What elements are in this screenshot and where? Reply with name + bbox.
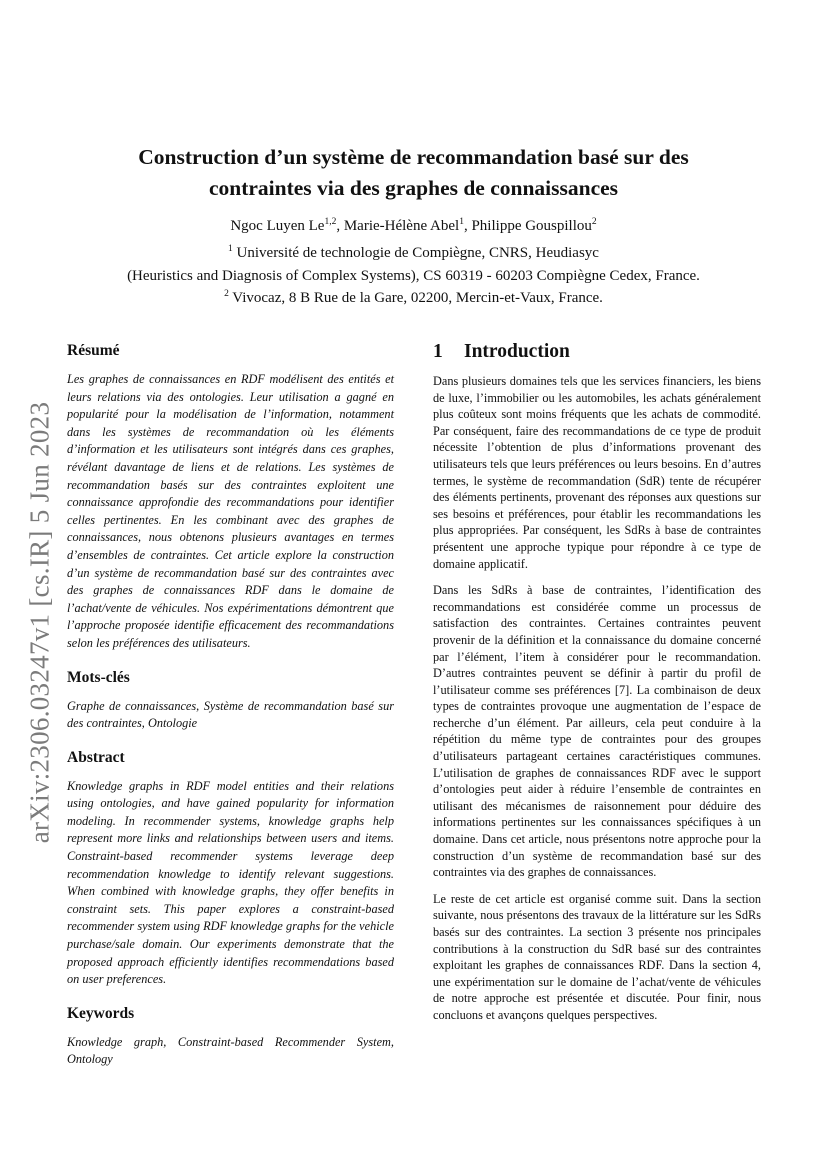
author-1-affil-mark: 1,2 bbox=[324, 217, 337, 227]
left-column bbox=[67, 335, 394, 1084]
affiliation-1-mark: 1 bbox=[228, 244, 233, 254]
affiliation-1-line-1: Université de technologie de Compiègne, CNRS, Heudiasyc bbox=[232, 245, 599, 261]
affiliation-1 bbox=[60, 242, 767, 265]
author-2-affil-mark: 1 bbox=[459, 217, 464, 227]
abstract-text: Knowledge graphs in RDF model entities and their relations using ontologies, and have gained popularity for information modeling. In recommender systems, knowledge graphs help represent more links and relationships between users and items. Constraint-based recommender systems leverage deep recommendation knowledge to identify relevant suggestions. When combined with knowledge graphs, they offer benefits in constraint sets. This paper explores a constraint-based recommender system using RDF knowledge graphs for the vehicle purchase/sale domain. Our experiments demonstrate that the proposed approach efficiently identifies recommendations based on user preferences. bbox=[67, 778, 394, 987]
affiliation-2-mark: 2 bbox=[224, 289, 229, 299]
arxiv-stamp-text: arXiv:2306.03247v1 [cs.IR] 5 Jun 2023 bbox=[24, 401, 55, 843]
author-separator: , bbox=[336, 218, 344, 234]
introduction-heading bbox=[433, 339, 761, 365]
resume-text: Les graphes de connaissances en RDF modélisent des entités et leurs relations via des ontologies. Leur utilisation a gagné en popularité pour la modélisation de l’information, notamment dans les systèmes de recommandation où les éléments d’information et les utilisateurs sont intégrés dans ces graphes, révélant davantage de liens et de relations. Les systèmes de recommandation basés sur des contraintes exploitent une connaissance approfondie des recommandations pour identifier celles pertinentes. En les combinant avec des graphes de connaissances, nous obtenons plusieurs avantages en termes d’ensembles de contraintes. Cet article explore la construction d’un système de recommandation basé sur des contraintes avec des graphes de connaissances RDF dans le domaine de l’achat/vente de véhicules. Nos expérimentations démontrent que l’approche proposée identifie efficacement des recommandations selon les préférences des utilisateurs. bbox=[67, 372, 394, 650]
author-list bbox=[90, 215, 737, 237]
section-title: Introduction bbox=[464, 341, 570, 362]
arxiv-stamp bbox=[20, 402, 60, 842]
right-column bbox=[433, 335, 761, 1034]
author-3-affil-mark: 2 bbox=[591, 217, 597, 227]
paper-title bbox=[90, 142, 737, 204]
mots-cles-heading: Mots-clés bbox=[67, 668, 130, 686]
affiliations bbox=[60, 242, 767, 310]
intro-paragraph-1: Dans plusieurs domaines tels que les services financiers, les biens de luxe, l’immobilier ou les automobiles, les achats généralement plus coûteux sont moins fréquents que les achats de commodité. Par conséquent, faire des recommandations de ce type de produit nécessite l’obtention de plus d’informations provenant des utilisateurs tels que leurs préférences ou leurs besoins. En d’autres termes, le système de recommandation (SdR) tente de récupérer des éléments pertinents, provenant des réponses aux questions sur ses besoins et préférences, pour établir les recommandations les plus appropriées. Par conséquent, les SdRs à base de contraintes présentent une approche typique pour répondre à ce type de domaine applicatif. bbox=[433, 374, 761, 571]
keywords-heading: Keywords bbox=[67, 1004, 135, 1022]
resume-heading: Résumé bbox=[67, 342, 120, 359]
section-number: 1 bbox=[433, 341, 443, 362]
affiliation-2 bbox=[60, 287, 767, 310]
author-2-name: Marie-Hélène Abel bbox=[343, 218, 460, 234]
author-1-name: Ngoc Luyen Le bbox=[230, 218, 325, 234]
intro-paragraph-3: Le reste de cet article est organisé comme suit. Dans la section suivante, nous présentons des travaux de la littérature sur les SdRs basés sur des contraintes. La section 3 présente nos principales contributions à la construction du SdR basé sur des contraintes exploitant les graphes de connaissances RDF. Dans la section 4, une expérimentation sur le domaine de l’achat/vente de véhicules de notre approche est présentée et discutée. Pour finir, nous concluons et avançons quelques perspectives. bbox=[433, 891, 761, 1022]
abstract-heading: Abstract bbox=[67, 748, 125, 766]
affiliation-1-line-2: (Heuristics and Diagnosis of Complex Systems), CS 60319 - 60203 Compiègne Cedex, France. bbox=[127, 267, 700, 284]
author-separator: , bbox=[463, 218, 472, 234]
intro-paragraph-2: Dans les SdRs à base de contraintes, l’identification des recommandations est considérée comme un processus de satisfaction des contraintes. Certaines contraintes peuvent provenir de la définition et la connaissance du domaine concerné par l’élément, l’item à considérer pour le recommandation. D’autres contraintes peuvent se définir à partir du profil de l’utilisateur comme ses préférences [7]. La combinaison de deux types de contraintes provoque une augmentation de l’espace de recherche d’un élément. Par ailleurs, cela peut conduire à la répétition du même type de contraintes pour des groupes d’utilisateurs partageant certaines caractéristiques communes. L’utilisation de graphes de connaissances RDF avec le support d’ontologies peut aider à réduire l’ensemble de contraintes en utilisant des mécanismes de raisonnement pour déduire des informations pertinentes sur les connaissances spécifiques à un domaine. Dans cet article, nous présentons notre approche pour la construction d’un système de recommandation basé sur des contraintes via des graphes de connaissances. bbox=[433, 583, 761, 880]
author-3-name: Philippe Gouspillou bbox=[471, 218, 592, 234]
title-line-2: contraintes via des graphes de connaissances bbox=[208, 176, 619, 200]
mots-cles-text: Graphe de connaissances, Système de recommandation basé sur des contraintes, Ontologie bbox=[67, 698, 394, 731]
affiliation-2-line: Vivocaz, 8 B Rue de la Gare, 02200, Mercin-et-Vaux, France. bbox=[228, 290, 603, 306]
keywords-text: Knowledge graph, Constraint-based Recommender System, Ontology bbox=[67, 1034, 394, 1067]
title-line-1: Construction d’un système de recommandation basé sur des bbox=[138, 145, 689, 169]
